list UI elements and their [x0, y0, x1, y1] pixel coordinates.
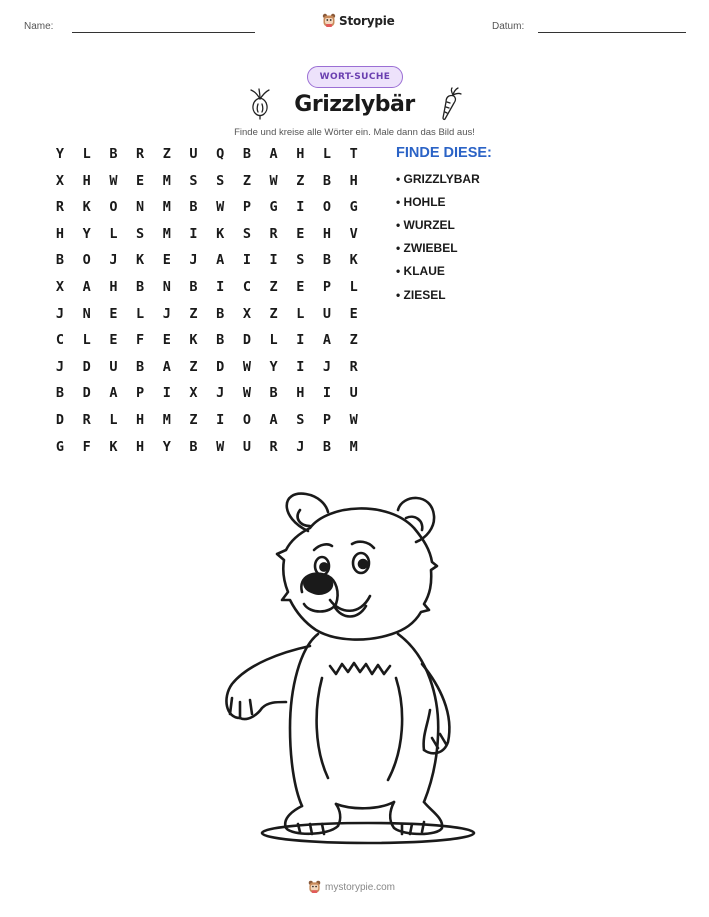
grid-letter[interactable]: P	[322, 412, 332, 428]
grid-letter[interactable]: I	[296, 332, 305, 349]
grid-letter[interactable]: X	[242, 305, 251, 322]
grid-letter[interactable]: N	[136, 199, 145, 216]
grid-letter[interactable]: B	[322, 172, 332, 189]
grid-letter[interactable]: E	[136, 172, 145, 189]
grid-letter[interactable]: S	[296, 252, 305, 269]
grid-letter[interactable]: I	[296, 199, 305, 216]
storypie-logo-icon	[308, 880, 321, 894]
grid-letter[interactable]: L	[109, 225, 118, 242]
grid-letter[interactable]: B	[136, 279, 145, 295]
grid-letter[interactable]: B	[242, 146, 251, 162]
grid-letter[interactable]: E	[296, 225, 305, 242]
grid-letter[interactable]: W	[216, 438, 225, 455]
grid-letter[interactable]: U	[109, 358, 118, 375]
grid-letter[interactable]: B	[55, 385, 65, 402]
grid-letter[interactable]: H	[296, 146, 305, 162]
grid-letter[interactable]: J	[322, 358, 332, 375]
grid-letter[interactable]: H	[82, 172, 91, 189]
grid-letter[interactable]: J	[109, 252, 118, 269]
grid-letter[interactable]: H	[136, 412, 145, 428]
grid-letter[interactable]: L	[82, 146, 91, 162]
grid-letter[interactable]: R	[269, 225, 278, 242]
grid-letter[interactable]: I	[242, 252, 251, 269]
grid-letter[interactable]: S	[296, 412, 305, 428]
instructions: Finde und kreise alle Wörter ein. Male dann das Bild aus!	[234, 127, 475, 138]
grid-letter[interactable]: P	[242, 199, 251, 216]
grid-letter[interactable]: I	[269, 252, 278, 269]
page-title: Grizzlybär	[294, 92, 415, 117]
grid-letter[interactable]: X	[189, 385, 198, 402]
grid-letter[interactable]: M	[162, 199, 171, 216]
grid-letter[interactable]: C	[55, 332, 65, 349]
grid-letter[interactable]: J	[55, 358, 65, 375]
word-item: • GRIZZLYBAR	[396, 172, 480, 186]
grid-letter[interactable]: L	[136, 305, 145, 322]
grid-letter[interactable]: H	[109, 279, 118, 295]
grid-letter[interactable]: R	[349, 358, 358, 375]
grid-letter[interactable]: Y	[269, 358, 278, 375]
storypie-brand	[322, 13, 395, 28]
grid-letter[interactable]: I	[322, 385, 332, 402]
grid-letter[interactable]: K	[82, 199, 91, 216]
grid-letter[interactable]: B	[216, 305, 225, 322]
grid-letter[interactable]: E	[162, 332, 171, 349]
grid-letter[interactable]: D	[82, 358, 91, 375]
word-item: • ZWIEBEL	[396, 241, 458, 255]
grid-letter[interactable]: W	[216, 199, 225, 216]
grid-letter[interactable]: A	[269, 146, 278, 162]
bear-coloring-illustration[interactable]	[218, 488, 490, 848]
grid-letter[interactable]: G	[55, 438, 65, 455]
grid-letter[interactable]: B	[55, 252, 65, 269]
grid-letter[interactable]: I	[189, 225, 198, 242]
grid-letter[interactable]: A	[162, 358, 171, 375]
grid-letter[interactable]: B	[322, 252, 332, 269]
grid-letter[interactable]: H	[296, 385, 305, 402]
grid-letter[interactable]: Z	[162, 146, 171, 162]
grid-letter[interactable]: M	[162, 412, 171, 428]
grid-letter[interactable]: R	[82, 412, 91, 428]
grid-letter[interactable]: S	[242, 225, 251, 242]
grid-letter[interactable]: F	[82, 438, 91, 455]
grid-letter[interactable]: W	[269, 172, 278, 189]
grid-letter[interactable]: G	[349, 199, 358, 216]
grid-letter[interactable]: B	[136, 358, 145, 375]
grid-letter[interactable]: D	[242, 332, 251, 349]
grid-letter[interactable]: U	[349, 385, 358, 402]
word-item: • KLAUE	[396, 264, 445, 278]
grid-letter[interactable]: B	[269, 385, 278, 402]
grid-letter[interactable]: Z	[349, 332, 358, 349]
grid-letter[interactable]: F	[136, 332, 145, 349]
grid-letter[interactable]: O	[82, 252, 91, 269]
grid-letter[interactable]: J	[55, 305, 65, 322]
grid-letter[interactable]: B	[322, 438, 332, 455]
grid-letter[interactable]: M	[349, 438, 358, 455]
grid-letter[interactable]: R	[55, 199, 65, 216]
grid-letter[interactable]: L	[109, 412, 118, 428]
grid-letter[interactable]: L	[82, 332, 91, 349]
grid-letter[interactable]: Z	[189, 412, 198, 428]
grid-letter[interactable]: L	[349, 279, 358, 295]
grid-letter[interactable]: A	[269, 412, 278, 428]
name-line[interactable]	[72, 32, 255, 33]
grid-letter[interactable]: S	[189, 172, 198, 189]
grid-letter[interactable]: L	[322, 146, 332, 162]
grid-letter[interactable]: Y	[82, 225, 91, 242]
grid-letter[interactable]: A	[82, 279, 91, 295]
grid-letter[interactable]: Z	[242, 172, 251, 189]
word-item: • HOHLE	[396, 195, 446, 209]
grid-letter[interactable]: J	[189, 252, 198, 269]
grid-letter[interactable]: S	[216, 172, 225, 189]
grid-letter[interactable]: I	[296, 358, 305, 375]
grid-letter[interactable]: J	[216, 385, 225, 402]
grid-letter[interactable]: K	[189, 332, 198, 349]
grid-letter[interactable]: O	[109, 199, 118, 216]
grid-letter[interactable]: U	[242, 438, 251, 455]
grid-letter[interactable]: Z	[296, 172, 305, 189]
grid-letter[interactable]: E	[109, 332, 118, 349]
grid-letter[interactable]: Z	[269, 305, 278, 322]
grid-letter[interactable]: B	[189, 438, 198, 455]
grid-letter[interactable]: L	[296, 305, 305, 322]
grid-letter[interactable]: A	[216, 252, 225, 269]
date-label: Datum:	[492, 21, 525, 32]
grid-letter[interactable]: H	[55, 225, 65, 242]
grid-letter[interactable]: D	[216, 358, 225, 375]
grid-letter[interactable]: T	[349, 146, 358, 162]
grid-letter[interactable]: B	[216, 332, 225, 349]
grid-letter[interactable]: O	[322, 199, 332, 216]
grid-letter[interactable]: P	[136, 385, 145, 402]
grid-letter[interactable]: B	[189, 199, 198, 216]
grid-letter[interactable]: K	[216, 225, 225, 242]
grid-letter[interactable]: A	[109, 385, 118, 402]
grid-letter[interactable]: Q	[216, 146, 225, 162]
grid-letter[interactable]: A	[322, 332, 332, 349]
grid-letter[interactable]: Y	[55, 146, 65, 162]
grid-letter[interactable]: H	[349, 172, 358, 189]
grid-letter[interactable]: V	[349, 225, 358, 242]
word-list-heading: FINDE DIESE:	[396, 145, 492, 161]
grid-letter[interactable]: E	[162, 252, 171, 269]
grid-letter[interactable]: Z	[189, 358, 198, 375]
grid-letter[interactable]: E	[109, 305, 118, 322]
grid-letter[interactable]: M	[162, 225, 171, 242]
name-label: Name:	[24, 21, 54, 32]
grid-letter[interactable]: S	[136, 225, 145, 242]
grid-letter[interactable]: D	[82, 385, 91, 402]
footer	[308, 880, 395, 894]
grid-letter[interactable]: B	[109, 146, 118, 162]
grid-letter[interactable]: W	[242, 358, 251, 375]
grid-letter[interactable]: W	[349, 412, 358, 428]
grid-letter[interactable]: X	[55, 172, 65, 189]
grid-letter[interactable]: R	[269, 438, 278, 455]
grid-letter[interactable]: W	[109, 172, 118, 189]
grid-letter[interactable]: R	[136, 146, 145, 162]
grid-letter[interactable]: D	[55, 412, 65, 428]
grid-letter[interactable]: N	[162, 279, 171, 295]
grid-letter[interactable]: U	[322, 305, 332, 322]
grid-letter[interactable]: P	[322, 279, 332, 295]
grid-letter[interactable]: E	[296, 279, 305, 295]
grid-letter[interactable]: J	[162, 305, 171, 322]
grid-letter[interactable]: H	[322, 225, 332, 242]
date-line[interactable]	[538, 32, 686, 33]
grid-letter[interactable]: E	[349, 305, 358, 322]
grid-letter[interactable]: X	[55, 279, 65, 295]
word-item: • ZIESEL	[396, 288, 446, 302]
grid-letter[interactable]: O	[242, 412, 251, 428]
carrot-icon	[438, 87, 462, 121]
grid-letter[interactable]: K	[109, 438, 118, 455]
grid-letter[interactable]: Y	[162, 438, 171, 455]
grid-letter[interactable]: H	[136, 438, 145, 455]
storypie-logo-icon	[322, 13, 336, 28]
grid-letter[interactable]: G	[269, 199, 278, 216]
grid-letter[interactable]: Z	[189, 305, 198, 322]
grid-letter[interactable]: B	[189, 279, 198, 295]
grid-letter[interactable]: I	[216, 279, 225, 295]
grid-letter[interactable]: C	[242, 279, 251, 295]
grid-letter[interactable]: L	[269, 332, 278, 349]
grid-letter[interactable]: I	[216, 412, 225, 428]
footer-url[interactable]: mystorypie.com	[325, 881, 396, 893]
grid-letter[interactable]: Z	[269, 279, 278, 295]
grid-letter[interactable]: U	[189, 146, 198, 162]
brand-name: Storypie	[339, 13, 395, 28]
grid-letter[interactable]: K	[349, 252, 358, 269]
worksheet-type-badge: WORT-SUCHE	[307, 66, 403, 88]
grid-letter[interactable]: M	[162, 172, 171, 189]
grid-letter[interactable]: K	[136, 252, 145, 269]
grid-letter[interactable]: I	[162, 385, 171, 402]
grid-letter[interactable]: J	[296, 438, 305, 455]
grid-letter[interactable]: W	[242, 385, 251, 402]
word-item: • WURZEL	[396, 218, 455, 232]
grid-letter[interactable]: N	[82, 305, 91, 322]
